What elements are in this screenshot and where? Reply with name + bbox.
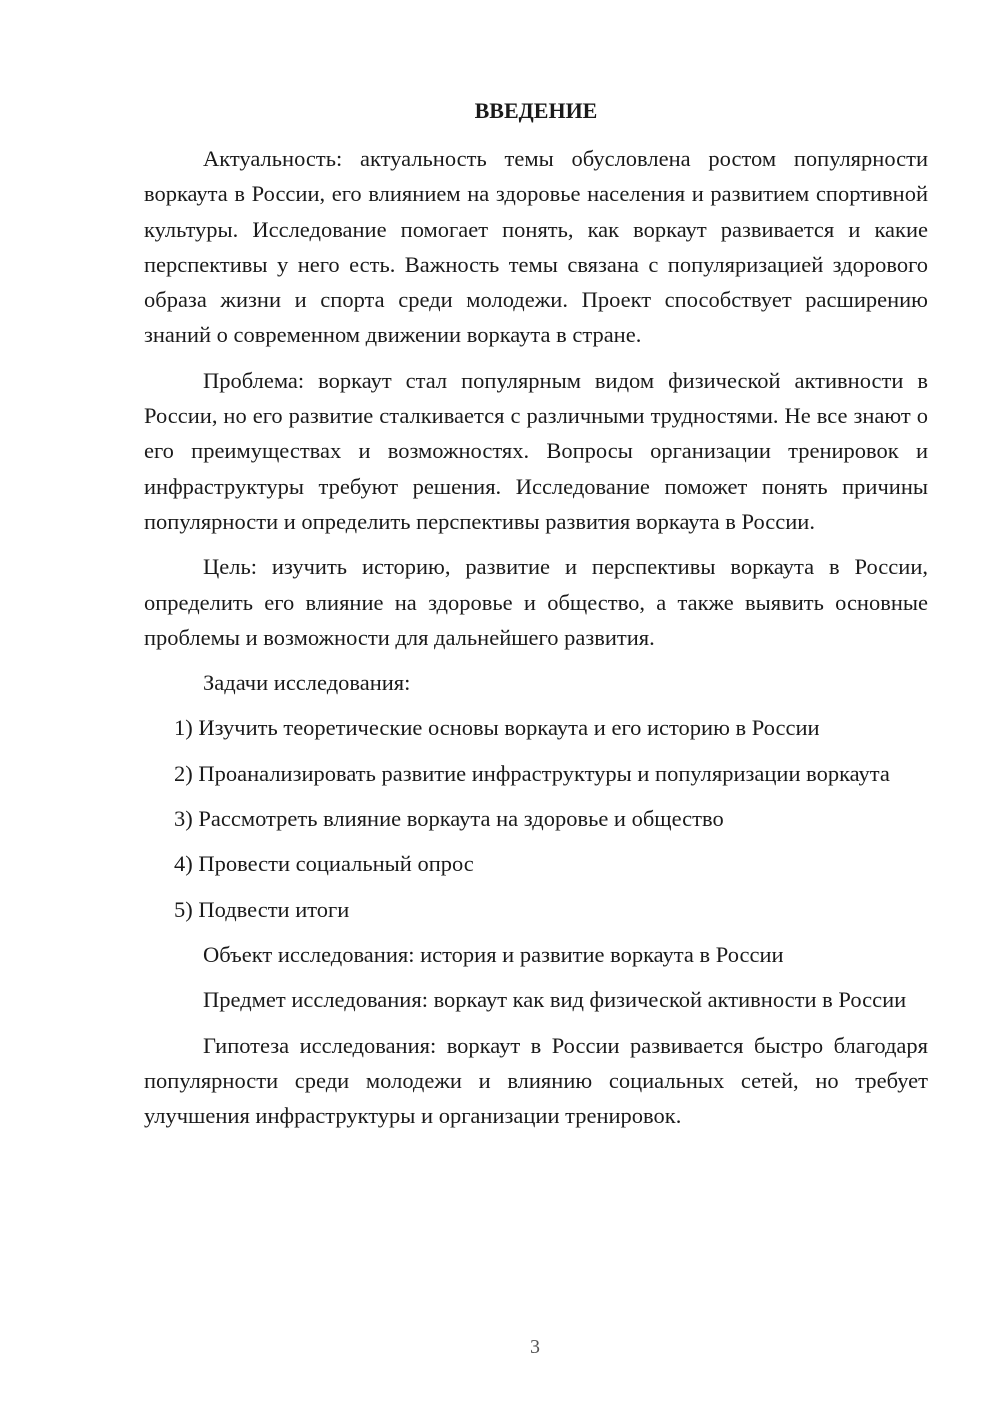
tasks-list [144,710,928,926]
page-number: 3 [530,1336,540,1358]
page-content [144,95,928,1143]
task-item: 2) Проанализировать развитие инфраструктуры и популяризации воркаута [174,760,890,786]
paragraph-problem: Проблема: воркаут стал популярным видом физической активности в России, но его развитие сталкивается с различными трудностями. Не все знают о его преимуществах и возможностях. Вопросы организации тренировок и инфраструктуры требуют решения. Исследование поможет понять причины популярности и определить перспективы развития воркаута в России. [144,367,928,534]
tasks-title: Задачи исследования: [203,670,411,696]
paragraph-object: Объект исследования: история и развитие воркаута в России [203,941,784,967]
paragraph-actuality: Актуальность: актуальность темы обусловлена ростом популярности воркаута в России, его влиянием на здоровье населения и развитием спортивной культуры. Исследование помогает понять, как воркаут развивается и какие перспективы у него есть. Важность темы связана с популяризацией здорового образа жизни и спорта среди молодежи. Проект способствует расширению знаний о современном движении воркаута в стране. [144,146,928,348]
task-item: 5) Подвести итоги [174,896,350,922]
paragraph-goal: Цель: изучить историю, развитие и перспективы воркаута в России, определить его влияние на здоровье и общество, а также выявить основные проблемы и возможности для дальнейшего развития. [144,554,928,650]
task-item: 3) Рассмотреть влияние воркаута на здоровье и общество [174,806,724,832]
paragraph-hypothesis: Гипотеза исследования: воркаут в России развивается быстро благодаря популярности среди молодежи и влиянию социальных сетей, но требует улучшения инфраструктуры и организации тренировок. [144,1032,928,1129]
task-item: 1) Изучить теоретические основы воркаута и его историю в России [174,715,820,741]
task-item: 4) Провести социальный опрос [174,851,474,877]
section-heading: ВВЕДЕНИЕ [474,98,598,123]
paragraph-subject: Предмет исследования: воркаут как вид физической активности в России [203,987,907,1013]
